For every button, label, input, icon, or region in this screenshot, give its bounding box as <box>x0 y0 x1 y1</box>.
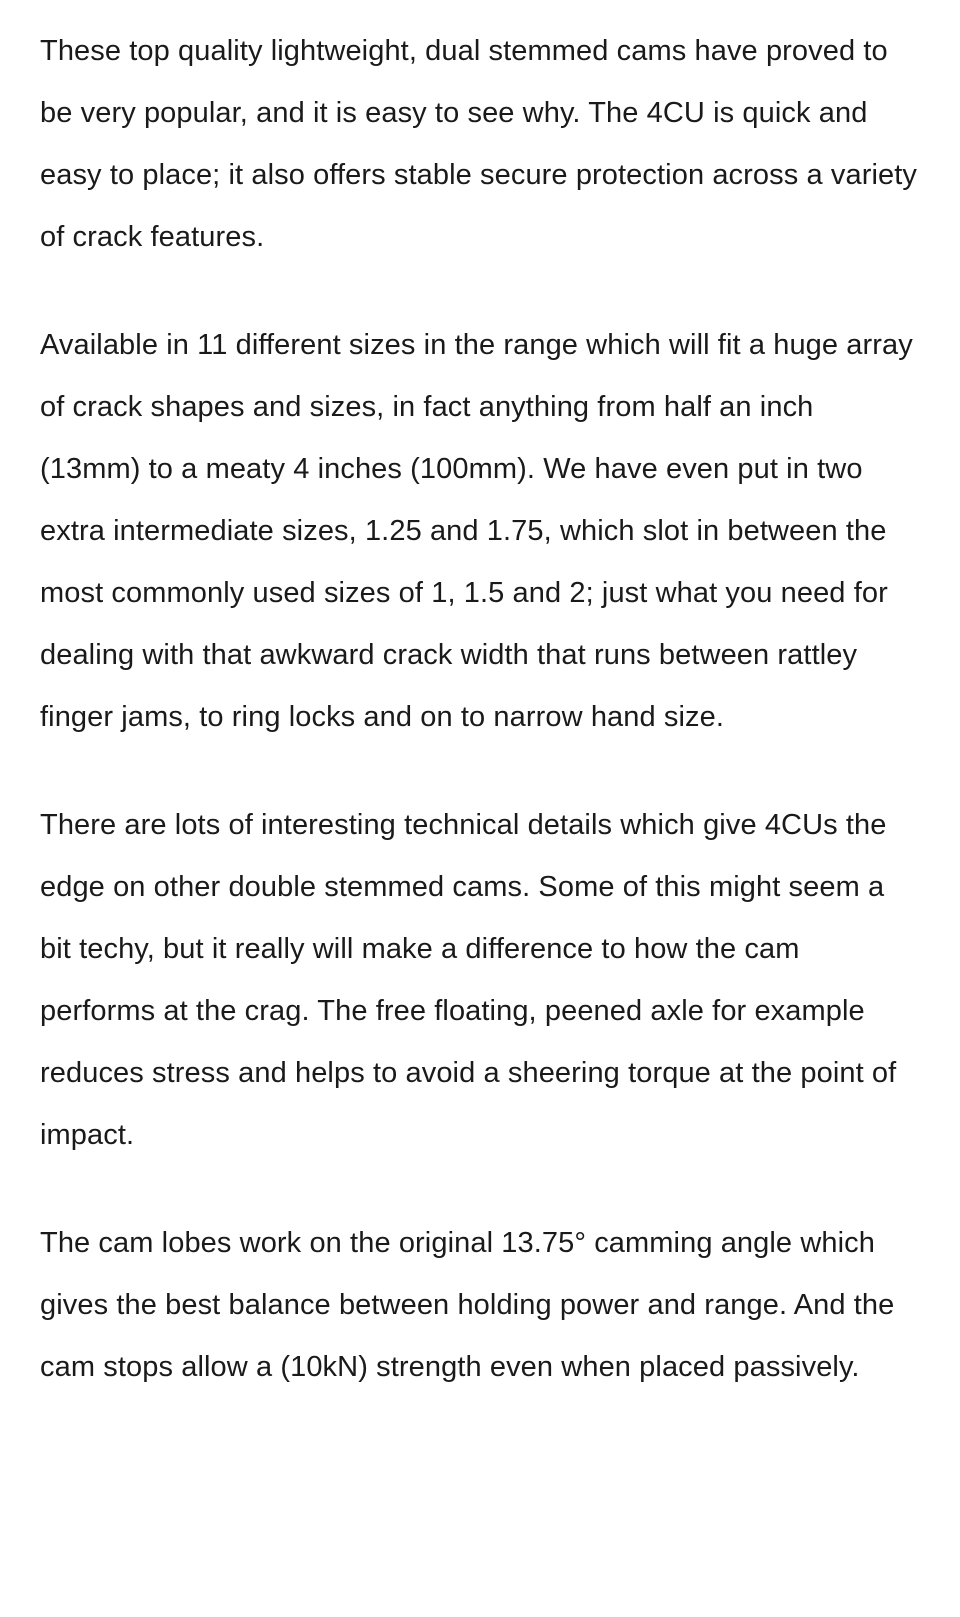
paragraph-sizes: Available in 11 different sizes in the range which will fit a huge array of crack shapes and sizes, in fact anything from half an inch (13mm) to a meaty 4 inches (100mm). We have even put in two extra intermediate sizes, 1.25 and 1.75, which slot in between the most commonly used sizes of 1, 1.5 and 2; just what you need for dealing with that awkward crack width that runs between rattley finger jams, to ring locks and on to narrow hand size. <box>40 329 913 733</box>
paragraph-cam-lobes: The cam lobes work on the original 13.75° camming angle which gives the best balance between holding power and range. And the cam stops allow a (10kN) strength even when placed passively. <box>40 1227 895 1383</box>
paragraph-intro: These top quality lightweight, dual stemmed cams have proved to be very popular, and it is easy to see why. The 4CU is quick and easy to place; it also offers stable secure protection across a variety of crack features. <box>40 35 918 253</box>
paragraph-technical-details: There are lots of interesting technical details which give 4CUs the edge on other double stemmed cams. Some of this might seem a bit techy, but it really will make a difference to how the cam performs at the crag. The free floating, peened axle for example reduces stress and helps to avoid a sheering torque at the point of impact. <box>40 809 897 1151</box>
